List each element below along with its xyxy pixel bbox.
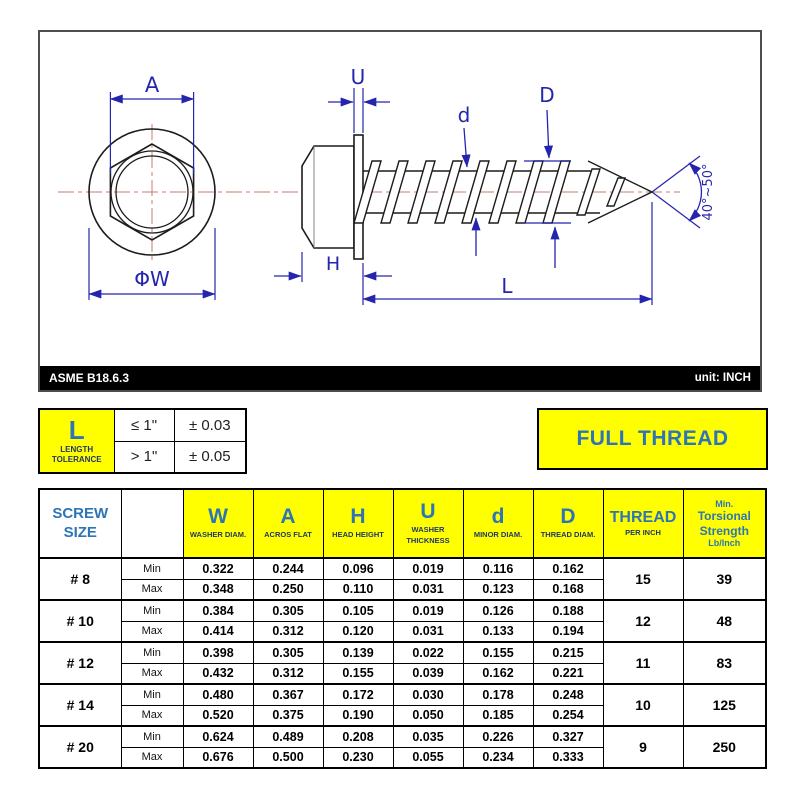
table-row	[39, 600, 766, 621]
value-cell: 0.178	[463, 684, 533, 705]
tolerance-condition: ≤ 1"	[114, 409, 174, 441]
value-cell: 0.190	[323, 705, 393, 726]
value-cell: 0.185	[463, 705, 533, 726]
tolerance-symbol: L	[68, 414, 85, 445]
max-label-cell: Max	[121, 663, 183, 684]
table-row	[39, 726, 766, 747]
value-cell: 0.039	[393, 663, 463, 684]
spec-table	[38, 488, 767, 769]
value-cell: 0.105	[323, 600, 393, 621]
screw-size-cell: # 12	[39, 642, 121, 684]
max-label-cell: Max	[121, 705, 183, 726]
value-cell: 0.250	[253, 579, 323, 600]
col-header-h: H HEAD HEIGHT	[323, 489, 393, 558]
value-cell: 0.116	[463, 558, 533, 579]
value-cell: 0.155	[323, 663, 393, 684]
value-cell: 0.162	[533, 558, 603, 579]
screw-size-cell: # 20	[39, 726, 121, 768]
value-cell: 0.226	[463, 726, 533, 747]
min-label-cell: Min	[121, 642, 183, 663]
table-row	[39, 684, 766, 705]
value-cell: 0.480	[183, 684, 253, 705]
dim-label-head-height: H	[325, 253, 341, 275]
spec-header-row	[39, 489, 766, 558]
torsional-strength-cell: 125	[683, 684, 766, 726]
full-thread-badge: FULL THREAD	[537, 408, 768, 470]
col-header-a: A ACROS FLAT	[253, 489, 323, 558]
value-cell: 0.676	[183, 747, 253, 768]
value-cell: 0.333	[533, 747, 603, 768]
value-cell: 0.139	[323, 642, 393, 663]
col-header-minmax	[121, 489, 183, 558]
value-cell: 0.022	[393, 642, 463, 663]
screw-drawing	[40, 32, 760, 366]
col-header-u: U WASHER THICKNESS	[393, 489, 463, 558]
dim-label-minor-diameter: d	[457, 103, 471, 127]
col-header-d-major: D THREAD DIAM.	[533, 489, 603, 558]
dim-label-length: L	[501, 274, 513, 298]
max-label-cell: Max	[121, 621, 183, 642]
value-cell: 0.398	[183, 642, 253, 663]
value-cell: 0.322	[183, 558, 253, 579]
value-cell: 0.520	[183, 705, 253, 726]
value-cell: 0.221	[533, 663, 603, 684]
thread-per-inch-cell: 11	[603, 642, 683, 684]
value-cell: 0.123	[463, 579, 533, 600]
thread-per-inch-cell: 10	[603, 684, 683, 726]
value-cell: 0.375	[253, 705, 323, 726]
screw-size-cell: # 14	[39, 684, 121, 726]
value-cell: 0.019	[393, 558, 463, 579]
dim-label-thread-diameter: D	[539, 83, 555, 107]
value-cell: 0.432	[183, 663, 253, 684]
value-cell: 0.194	[533, 621, 603, 642]
col-header-w: W WASHER DIAM.	[183, 489, 253, 558]
value-cell: 0.215	[533, 642, 603, 663]
dim-label-point-angle: 40°~50°	[701, 163, 716, 221]
value-cell: 0.120	[323, 621, 393, 642]
value-cell: 0.414	[183, 621, 253, 642]
value-cell: 0.110	[323, 579, 393, 600]
min-label-cell: Min	[121, 600, 183, 621]
screw-size-cell: # 8	[39, 558, 121, 600]
standard-bar	[40, 366, 760, 390]
value-cell: 0.208	[323, 726, 393, 747]
value-cell: 0.254	[533, 705, 603, 726]
side-view-threads	[354, 161, 652, 223]
value-cell: 0.133	[463, 621, 533, 642]
screw-size-cell: # 10	[39, 600, 121, 642]
torsional-strength-cell: 39	[683, 558, 766, 600]
min-label-cell: Min	[121, 558, 183, 579]
value-cell: 0.126	[463, 600, 533, 621]
col-header-screw-size: SCREW SIZE	[39, 489, 121, 558]
torsional-strength-cell: 48	[683, 600, 766, 642]
value-cell: 0.312	[253, 621, 323, 642]
max-label-cell: Max	[121, 579, 183, 600]
thread-per-inch-cell: 15	[603, 558, 683, 600]
value-cell: 0.096	[323, 558, 393, 579]
col-header-d-minor: d MINOR DIAM.	[463, 489, 533, 558]
value-cell: 0.172	[323, 684, 393, 705]
col-header-torsional-strength: Min. Torsional Strength Lb/Inch	[683, 489, 766, 558]
value-cell: 0.248	[533, 684, 603, 705]
value-cell: 0.305	[253, 600, 323, 621]
unit-label: unit: INCH	[694, 372, 751, 384]
value-cell: 0.327	[533, 726, 603, 747]
value-cell: 0.030	[393, 684, 463, 705]
dim-label-washer-thickness: U	[350, 65, 366, 89]
min-label-cell: Min	[121, 684, 183, 705]
value-cell: 0.384	[183, 600, 253, 621]
length-tolerance-table	[38, 408, 247, 474]
value-cell: 0.031	[393, 621, 463, 642]
value-cell: 0.035	[393, 726, 463, 747]
tolerance-condition: > 1"	[114, 441, 174, 473]
value-cell: 0.050	[393, 705, 463, 726]
value-cell: 0.367	[253, 684, 323, 705]
tolerance-symbol-cell	[39, 409, 114, 473]
thread-per-inch-cell: 12	[603, 600, 683, 642]
value-cell: 0.348	[183, 579, 253, 600]
tolerance-value: ± 0.03	[174, 409, 246, 441]
value-cell: 0.019	[393, 600, 463, 621]
tolerance-caption: LENGTH TOLERANCE	[51, 444, 102, 464]
value-cell: 0.168	[533, 579, 603, 600]
technical-drawing-panel	[38, 30, 762, 392]
value-cell: 0.162	[463, 663, 533, 684]
value-cell: 0.312	[253, 663, 323, 684]
torsional-strength-cell: 250	[683, 726, 766, 768]
value-cell: 0.031	[393, 579, 463, 600]
value-cell: 0.155	[463, 642, 533, 663]
col-header-thread-per-inch: THREAD PER INCH	[603, 489, 683, 558]
value-cell: 0.489	[253, 726, 323, 747]
value-cell: 0.624	[183, 726, 253, 747]
value-cell: 0.234	[463, 747, 533, 768]
value-cell: 0.230	[323, 747, 393, 768]
value-cell: 0.500	[253, 747, 323, 768]
table-row	[39, 558, 766, 579]
value-cell: 0.305	[253, 642, 323, 663]
torsional-strength-cell: 83	[683, 642, 766, 684]
side-view-head	[302, 135, 363, 259]
standard-label: ASME B18.6.3	[49, 371, 130, 385]
value-cell: 0.188	[533, 600, 603, 621]
max-label-cell: Max	[121, 747, 183, 768]
tolerance-value: ± 0.05	[174, 441, 246, 473]
dim-label-washer-diameter: ΦW	[134, 267, 170, 291]
value-cell: 0.244	[253, 558, 323, 579]
value-cell: 0.055	[393, 747, 463, 768]
min-label-cell: Min	[121, 726, 183, 747]
thread-per-inch-cell: 9	[603, 726, 683, 768]
dim-label-across-flats: A	[144, 73, 160, 97]
table-row	[39, 642, 766, 663]
